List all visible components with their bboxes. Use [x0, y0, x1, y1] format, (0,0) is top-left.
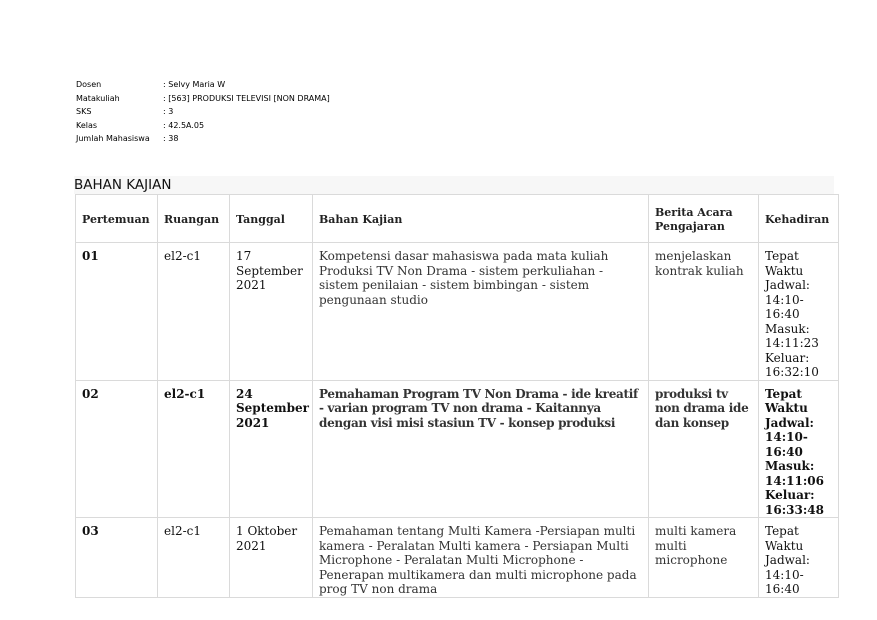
info-value: : 3: [163, 107, 174, 116]
attendance-keluar-label: Keluar:: [765, 350, 810, 365]
cell-kehadiran: [759, 518, 839, 598]
cell-berita-acara: menjelaskan kontrak kuliah: [649, 243, 759, 381]
header-pertemuan: Pertemuan: [76, 195, 158, 243]
info-label: Matakuliah: [76, 93, 120, 103]
attendance-masuk-label: Masuk:: [765, 459, 815, 473]
info-value: : 38: [163, 134, 179, 143]
attendance-status: Tepat Waktu: [765, 524, 804, 553]
info-row-dosen: [76, 78, 330, 92]
attendance-jadwal: 14:10-16:40: [765, 430, 808, 459]
attendance-status: Tepat Waktu: [765, 249, 804, 278]
info-value: : Selvy Maria W: [163, 80, 226, 89]
cell-kehadiran: [759, 380, 839, 518]
attendance-keluar: 16:32:10: [765, 365, 819, 379]
cell-ruangan: el2-c1: [158, 243, 230, 381]
cell-tanggal: 1 Oktober 2021: [230, 518, 313, 598]
info-label: Jumlah Mahasiswa: [76, 134, 150, 143]
cell-berita-acara: multi kamera multi microphone: [649, 518, 759, 598]
bahan-kajian-table: [75, 194, 839, 598]
cell-pertemuan: 02: [76, 380, 158, 518]
cell-ruangan: el2-c1: [158, 518, 230, 598]
cell-kehadiran: [759, 243, 839, 381]
attendance-status: Tepat Waktu: [765, 386, 808, 415]
cell-berita-acara: produksi tv non drama ide dan konsep: [649, 380, 759, 518]
attendance-masuk-label: Masuk:: [765, 321, 810, 336]
info-label: Dosen: [76, 80, 102, 89]
cell-tanggal: 17 September 2021: [230, 243, 313, 381]
info-label: SKS: [76, 107, 92, 116]
header-ruangan: Ruangan: [158, 195, 230, 243]
section-title: BAHAN KAJIAN: [74, 176, 834, 194]
attendance-jadwal: 14:10-16:40: [765, 567, 804, 596]
header-berita-acara: Berita Acara Pengajaran: [649, 195, 759, 243]
attendance-keluar-label: Keluar:: [765, 488, 815, 502]
cell-bahan-kajian: Pemahaman tentang Multi Kamera -Persiapan multi kamera - Peralatan Multi kamera - Persiapan Multi Microphone - Peralatan Multi Microphone - Penerapan multikamera dan multi microphone pada prog TV non drama: [313, 518, 649, 598]
cell-pertemuan: 01: [76, 243, 158, 381]
cell-tanggal: 24 September 2021: [230, 380, 313, 518]
info-row-sks: [76, 105, 330, 119]
table-row: [76, 518, 839, 598]
attendance-masuk: 14:11:23: [765, 336, 819, 350]
attendance-jadwal: 14:10-16:40: [765, 292, 804, 321]
header-kehadiran: Kehadiran: [759, 195, 839, 243]
info-value: : 42.5A.05: [163, 120, 205, 130]
info-label: Kelas: [76, 120, 98, 130]
attendance-masuk: 14:11:06: [765, 473, 824, 488]
attendance-jadwal-label: Jadwal:: [765, 553, 810, 567]
attendance-jadwal-label: Jadwal:: [765, 278, 810, 292]
table-header-row: [76, 195, 839, 243]
attendance-jadwal-label: Jadwal:: [765, 415, 814, 430]
cell-pertemuan: 03: [76, 518, 158, 598]
table-row: [76, 380, 839, 518]
info-value: : [563] PRODUKSI TELEVISI [NON DRAMA]: [163, 93, 330, 103]
info-row-kelas: [76, 119, 330, 133]
info-row-jumlah-mahasiswa: [76, 132, 330, 146]
attendance-keluar: 16:33:48: [765, 502, 824, 517]
header-tanggal: Tanggal: [230, 195, 313, 243]
cell-bahan-kajian: Pemahaman Program TV Non Drama - ide kreatif - varian program TV non drama - Kaitannya dengan visi misi stasiun TV - konsep produksi: [313, 380, 649, 518]
info-row-matakuliah: [76, 92, 330, 106]
header-bahan-kajian: Bahan Kajian: [313, 195, 649, 243]
table-row: [76, 243, 839, 381]
cell-bahan-kajian: Kompetensi dasar mahasiswa pada mata kuliah Produksi TV Non Drama - sistem perkuliahan - sistem penilaian - sistem bimbingan - sistem pengunaan studio: [313, 243, 649, 381]
course-info: [76, 78, 330, 146]
cell-ruangan: el2-c1: [158, 380, 230, 518]
